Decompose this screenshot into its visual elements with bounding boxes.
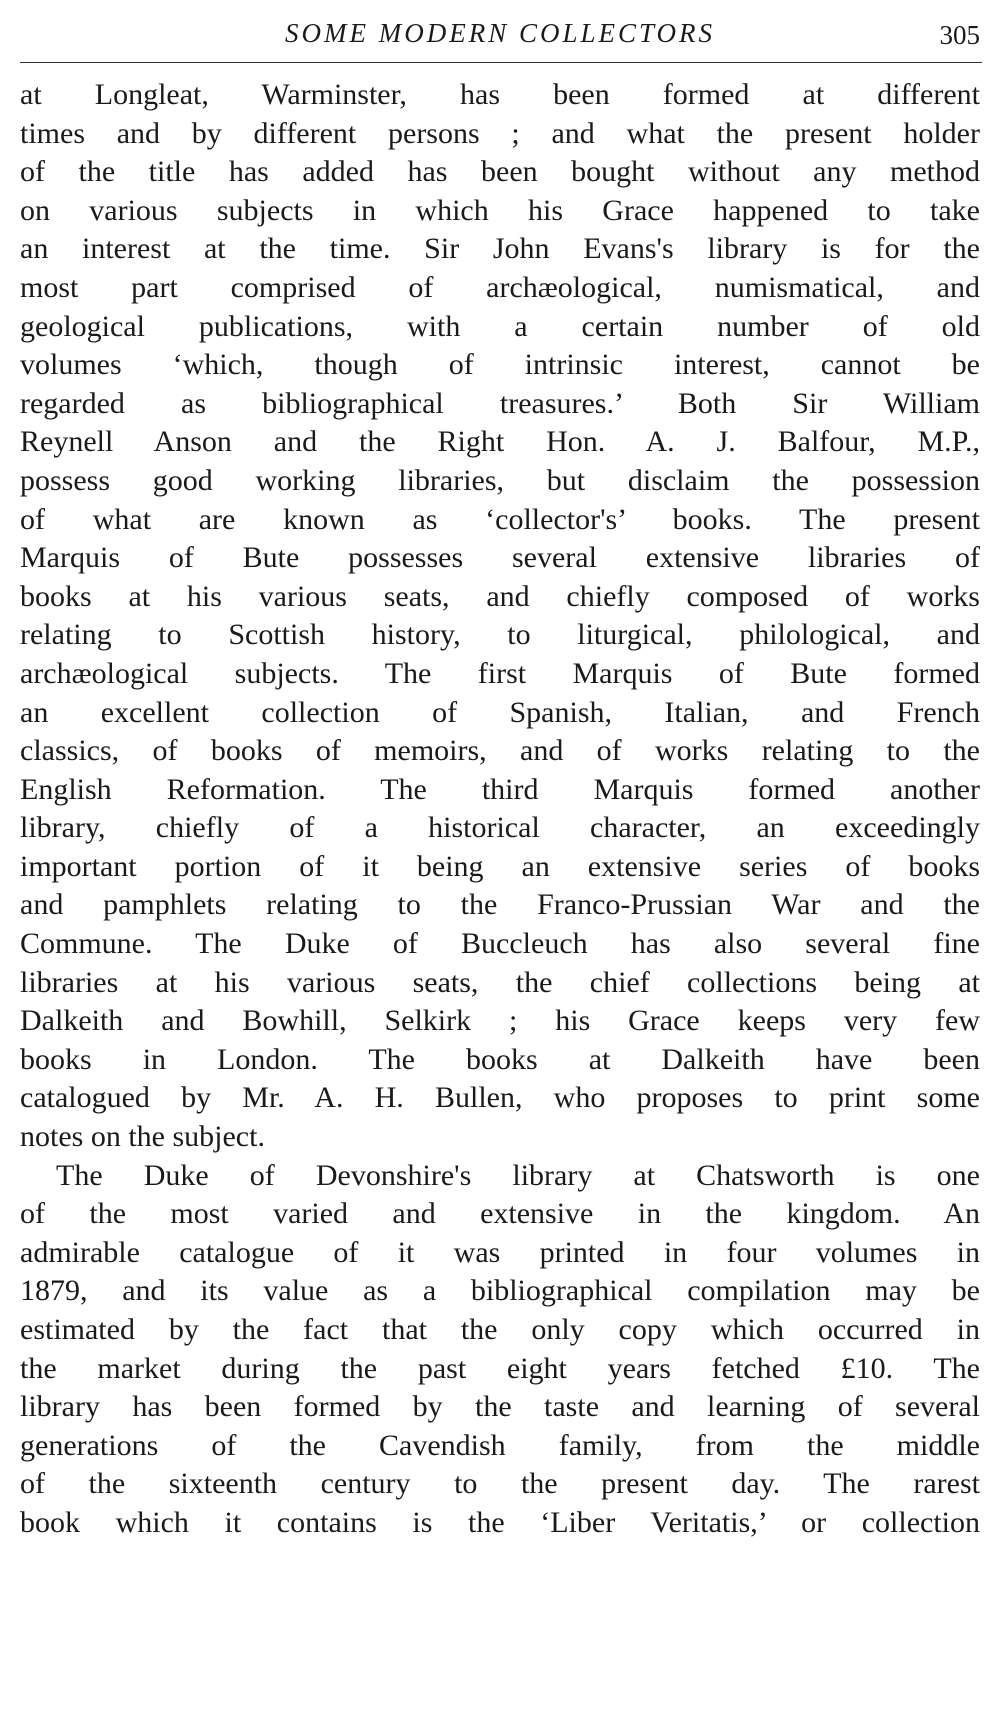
running-head (20, 14, 980, 54)
text-line: the market during the past eight years fetched £10. The (20, 1351, 980, 1385)
text-line: relating to Scottish history, to liturgical, philological, and (20, 618, 980, 652)
text-line: Commune. The Duke of Buccleuch has also several fine (20, 927, 980, 961)
text-line: geological publications, with a certain number of old (20, 309, 980, 343)
text-line: Reynell Anson and the Right Hon. A. J. Balfour, M.P., (20, 425, 980, 459)
text-line: possess good working libraries, but disclaim the possession (20, 463, 980, 497)
text-line: books at his various seats, and chiefly composed of works (20, 579, 980, 613)
paragraph-end-line: notes on the subject. (20, 1120, 265, 1154)
text-line: on various subjects in which his Grace happened to take (20, 193, 980, 227)
text-line: and pamphlets relating to the Franco-Prussian War and the (20, 888, 980, 922)
page-number: 305 (939, 20, 980, 50)
running-title: SOME MODERN COLLECTORS (284, 18, 716, 48)
text-line: libraries at his various seats, the chief collections being at (20, 965, 980, 999)
text-line: book which it contains is the ‘Liber Veritatis,’ or collection (20, 1505, 980, 1539)
text-line: important portion of it being an extensive series of books (20, 849, 980, 883)
text-line: library has been formed by the taste and learning of several (20, 1390, 980, 1424)
text-line: an interest at the time. Sir John Evans's library is for the (20, 232, 980, 266)
text-line: an excellent collection of Spanish, Italian, and French (20, 695, 980, 729)
text-line: library, chiefly of a historical character, an exceedingly (20, 811, 980, 845)
text-line: volumes ‘which, though of intrinsic interest, cannot be (20, 348, 980, 382)
text-line: of the most varied and extensive in the kingdom. An (20, 1197, 980, 1231)
header-rule (20, 62, 982, 63)
text-line: classics, of books of memoirs, and of works relating to the (20, 734, 980, 768)
text-line: Marquis of Bute possesses several extensive libraries of (20, 541, 980, 575)
text-line: times and by different persons ; and what the present holder (20, 116, 980, 150)
text-line: most part comprised of archæological, numismatical, and (20, 270, 980, 304)
text-line: regarded as bibliographical treasures.’ Both Sir William (20, 386, 980, 420)
text-line: admirable catalogue of it was printed in four volumes in (20, 1235, 980, 1269)
text-line: of the title has added has been bought without any method (20, 155, 980, 189)
paragraph-start-line: The Duke of Devonshire's library at Chatsworth is one (56, 1158, 980, 1192)
text-line: Dalkeith and Bowhill, Selkirk ; his Grace keeps very few (20, 1004, 980, 1038)
text-line: generations of the Cavendish family, from the middle (20, 1428, 980, 1462)
text-line: catalogued by Mr. A. H. Bullen, who proposes to print some (20, 1081, 980, 1115)
text-line: English Reformation. The third Marquis formed another (20, 772, 980, 806)
text-line: archæological subjects. The first Marquis of Bute formed (20, 656, 980, 690)
text-line: of what are known as ‘collector's’ books. The present (20, 502, 980, 536)
text-line: of the sixteenth century to the present day. The rarest (20, 1467, 980, 1501)
text-line: estimated by the fact that the only copy which occurred in (20, 1313, 980, 1346)
text-line: 1879, and its value as a bibliographical compilation may be (20, 1274, 980, 1308)
text-line: at Longleat, Warminster, has been formed at different (20, 78, 980, 111)
text-line: books in London. The books at Dalkeith have been (20, 1042, 980, 1076)
body-text (20, 76, 980, 1543)
